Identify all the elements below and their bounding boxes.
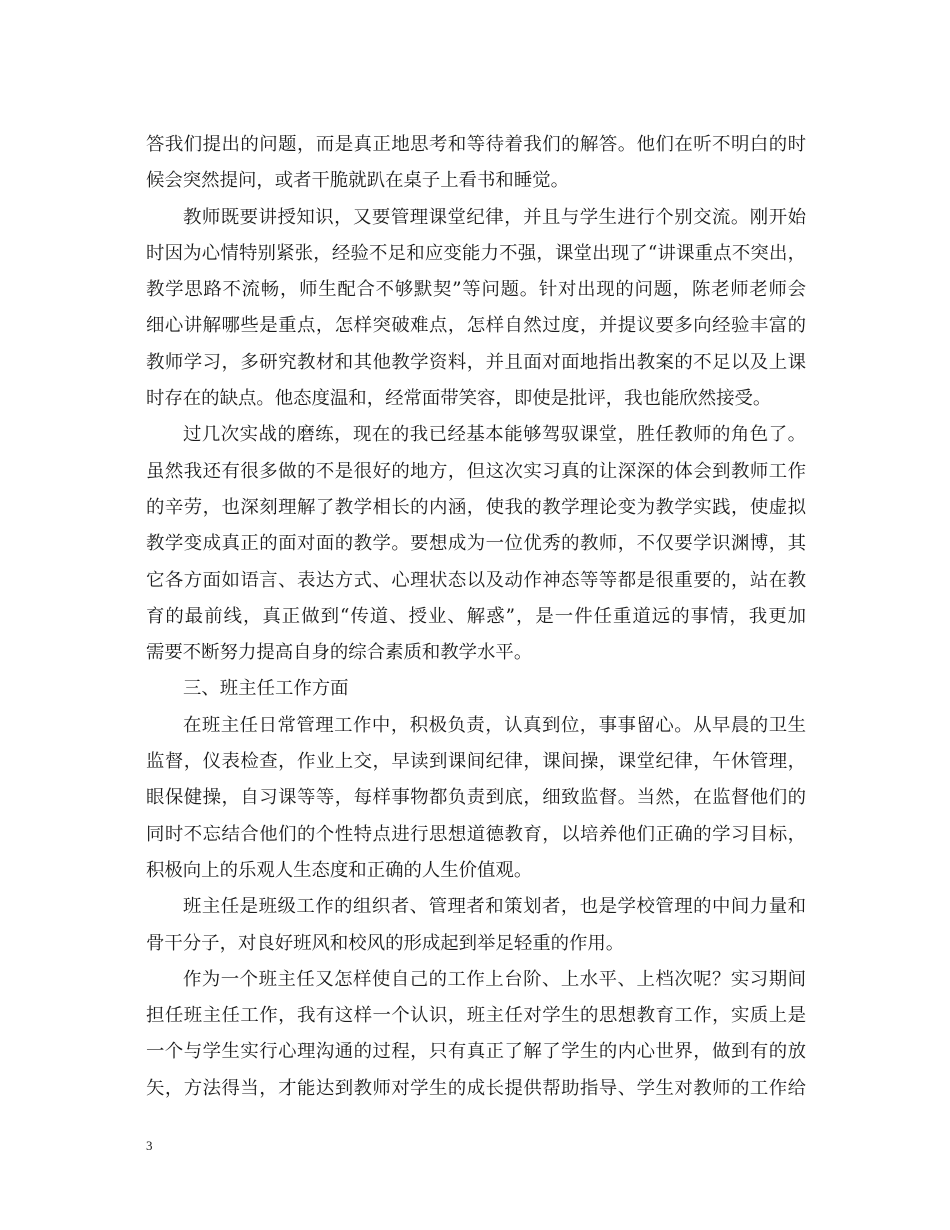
text-line: 眼保健操，自习课等等，每样事物都负责到底，细致监督。当然，在监督他们的	[146, 787, 806, 809]
paragraph-3	[146, 417, 806, 671]
text-line: 教学思路不流畅，师生配合不够默契”等问题。针对出现的问题，陈老师老师会	[146, 279, 806, 301]
text-line: 细心讲解哪些是重点，怎样突破难点，怎样自然过度，并提议要多向经验丰富的	[146, 315, 806, 337]
text-line: 在班主任日常管理工作中，积极负责，认真到位，事事留心。从早晨的卫生	[183, 714, 806, 736]
text-line: 过几次实战的磨练，现在的我已经基本能够驾驭课堂，胜任教师的角色了。	[183, 424, 806, 446]
document-body	[146, 127, 806, 1107]
text-line: 的辛劳，也深刻理解了教学相长的内涵，使我的教学理论变为教学实践，使虚拟	[146, 496, 806, 518]
text-line: 它各方面如语言、表达方式、心理状态以及动作神态等等都是很重要的，站在教	[146, 569, 806, 591]
text-line: 作为一个班主任又怎样使自己的工作上台阶、上水平、上档次呢？实习期间	[183, 968, 806, 990]
text-line: 积极向上的乐观人生态度和正确的人生价值观。	[146, 859, 533, 881]
section-heading-text: 三、班主任工作方面	[183, 678, 349, 700]
text-line: 育的最前线，真正做到“传道、授业、解惑”，是一件任重道远的事情，我更加	[146, 605, 806, 627]
page-number: 3	[146, 1138, 153, 1153]
text-line: 虽然我还有很多做的不是很好的地方，但这次实习真的让深深的体会到教师工作	[146, 460, 806, 482]
text-line: 答我们提出的问题，而是真正地思考和等待着我们的解答。他们在听不明白的时	[146, 134, 806, 155]
text-line: 班主任是班级工作的组织者、管理者和策划者，也是学校管理的中间力量和	[183, 896, 806, 918]
paragraph-5	[146, 889, 806, 962]
text-line: 候会突然提问，或者干脆就趴在桌子上看书和睡觉。	[146, 170, 569, 192]
text-line: 教师学习，多研究教材和其他教学资料，并且面对面地指出教案的不足以及上课	[146, 351, 806, 373]
paragraph-1	[146, 127, 806, 200]
text-line: 同时不忘结合他们的个性特点进行思想道德教育，以培养他们正确的学习目标，	[146, 823, 806, 845]
text-line: 需要不断努力提高自身的综合素质和教学水平。	[146, 642, 533, 664]
text-line: 教师既要讲授知识，又要管理课堂纪律，并且与学生进行个别交流。刚开始	[183, 206, 806, 228]
paragraph-6	[146, 962, 806, 1107]
text-line: 教学变成真正的面对面的教学。要想成为一位优秀的教师，不仅要学识渊博，其	[146, 533, 806, 555]
text-line: 骨干分子，对良好班风和校风的形成起到举足轻重的作用。	[146, 932, 625, 954]
paragraph-2	[146, 200, 806, 418]
paragraph-4	[146, 708, 806, 889]
text-line: 担任班主任工作，我有这样一个认识，班主任对学生的思想教育工作，实质上是	[146, 1005, 806, 1027]
text-line: 时存在的缺点。他态度温和，经常面带笑容，即使是批评，我也能欣然接受。	[146, 388, 772, 410]
section-heading	[146, 671, 806, 707]
text-line: 时因为心情特别紧张，经验不足和应变能力不强，课堂出现了“讲课重点不突出，	[146, 242, 806, 264]
text-line: 监督，仪表检查，作业上交，早读到课间纪律，课间操，课堂纪律，午休管理，	[146, 751, 806, 773]
text-line: 一个与学生实行心理沟通的过程，只有真正了解了学生的内心世界，做到有的放	[146, 1041, 806, 1063]
text-line: 矢，方法得当，才能达到教师对学生的成长提供帮助指导、学生对教师的工作给	[146, 1077, 806, 1099]
